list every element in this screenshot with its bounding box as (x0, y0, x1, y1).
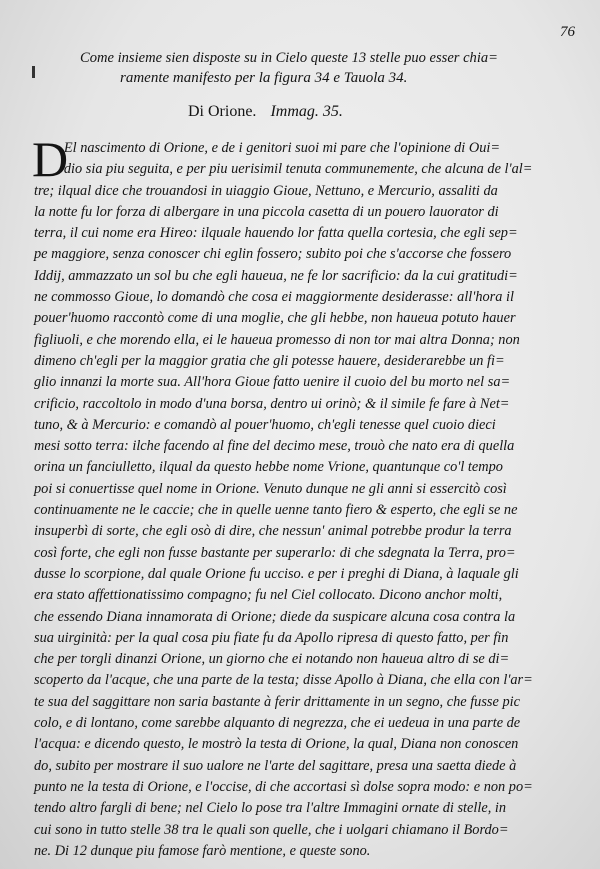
text-line: terra, il cui nome era Hireo: ilquale hauendo lor fatta quella cortesia, che egli sep= (34, 225, 518, 242)
text-line: figliuoli, e che morendo ella, ei le haueua promesso di non tor mai altra Donna; non (34, 331, 520, 348)
body-text (32, 131, 564, 862)
text-line: scoperto da l'acque, che una parte de la testa; disse Apollo à Diana, che ella con l'ar= (34, 672, 533, 689)
text-line: crificio, raccoltolo in modo d'una borsa, dentro ui orinò; & il simile fe fare à Net= (34, 395, 510, 412)
text-line: tre; ilqual dice che trouandosi in uiaggio Gioue, Nettuno, e Mercurio, assaliti da (34, 182, 498, 199)
section-heading (188, 103, 343, 121)
text-line: che essendo Diana innamorata di Orione; diede da suspicare alcuna cosa contra la (34, 608, 516, 625)
text-line: El nascimento di Orione, e de i genitori suoi mi pare che l'opinione di Oui= (63, 140, 501, 156)
drop-cap: D (32, 131, 69, 187)
text-line: mesi sotto terra: ilche facendo al fine del decimo mese, trouò che nato era di quella (34, 438, 515, 455)
page-number: 76 (560, 24, 575, 40)
text-line: Iddij, ammazzato un sol bu che egli haueua, ne fe lor sacrificio: da la cui gratitudi= (34, 267, 518, 284)
text-line: te sua del saggittare non saria bastante à ferir drittamente in un segno, che fusse pic (34, 693, 520, 710)
text-line: pe maggiore, senza conoscer chi eglin fossero; subito poi che s'accorse che fossero (34, 246, 512, 263)
text-line: colo, e di lontano, come sarebbe alquanto di negrezza, che ei uedeua in una parte de (34, 715, 521, 732)
margin-mark (32, 66, 35, 78)
text-line: orina un fanciulletto, ilqual da questo hebbe nome Vrione, quantunque co'l tempo (34, 459, 503, 476)
text-line: glio innanzi la morte sua. All'hora Gioue fatto uenire il cuoio del bu morto nel sa= (34, 374, 511, 391)
text-line: punto ne la testa di Orione, e l'occise, di che accortasi sì dolse sopra modo: e non po= (34, 778, 533, 795)
text-line: era stato affettionatissimo compagno; fu nel Ciel collocato. Dicono anchor molti, (34, 587, 503, 604)
text-line: cui sono in tutto stelle 38 tra le quali son quelle, che i uolgari chiamano il Bordo= (34, 821, 509, 838)
text-line: dusse lo scorpione, dal quale Orione fu ucciso. e per i preghi di Diana, à laquale gli (34, 565, 519, 582)
text-line: insuperbì di sorte, che egli osò di dire, che nessun' animal potrebbe produr la terra (34, 523, 512, 540)
text-line: ne commosso Gioue, lo domandò che cosa ei maggiormente desiderasse: all'hora il (34, 289, 514, 306)
text-line: poi si conuertisse quel nome in Orione. Venuto dunque ne gli anni si essercitò così (34, 480, 507, 497)
intro-line: ramente manifesto per la figura 34 e Tauola 34. (120, 70, 408, 86)
heading-subtitle: Immag. 35. (270, 103, 343, 120)
text-line: tuno, & à Mercurio: e comandò al pouer'huomo, ch'egli tenesse quel cuoio dieci (34, 416, 496, 433)
text-line: do, subito per mostrare il suo ualore ne l'arte del sagittare, presa una saetta diede à (34, 757, 517, 774)
intro-paragraph (80, 48, 500, 88)
text-line: l'acqua: e dicendo questo, le mostrò la testa di Orione, la qual, Diana non conoscen (34, 736, 519, 753)
text-line: dio sia piu seguita, e per piu uerisimil tenuta communemente, che alcuna de l'al= (63, 161, 533, 178)
text-line: dimeno ch'egli per la maggior gratia che gli potesse hauere, desiderarebbe un fi= (34, 352, 505, 369)
text-line: sua uirginità: per la qual cosa piu fiate fu da Apollo ripresa di questo fatto, per fin (34, 629, 509, 646)
heading-title: Di Orione. (188, 103, 257, 120)
text-line: ne. Di 12 dunque piu famose farò mentione, e queste sono. (34, 842, 371, 859)
text-line: continuamente ne le caccie; che in quelle uenne tanto fiero & esperto, che egli se ne (34, 502, 518, 519)
text-line: la notte fu lor forza di albergare in una piccola casetta di un pouero lauorator di (34, 203, 499, 220)
text-line: così forte, che egli non fusse bastante per superarlo: di che sdegnata la Terra, pro= (34, 544, 516, 561)
text-line: pouer'huomo raccontò come di una moglie, che gli hebbe, non haueua potuto hauer (34, 310, 516, 327)
intro-line: Come insieme sien disposte su in Cielo queste 13 stelle puo esser chia= (80, 50, 498, 66)
text-line: che per torgli dinanzi Orione, un giorno che ei notando non haueua altro di se di= (34, 651, 510, 668)
text-line: tendo altro fargli di bene; nel Cielo lo pose tra l'altre Immagini ornate di stelle, in (34, 800, 507, 817)
